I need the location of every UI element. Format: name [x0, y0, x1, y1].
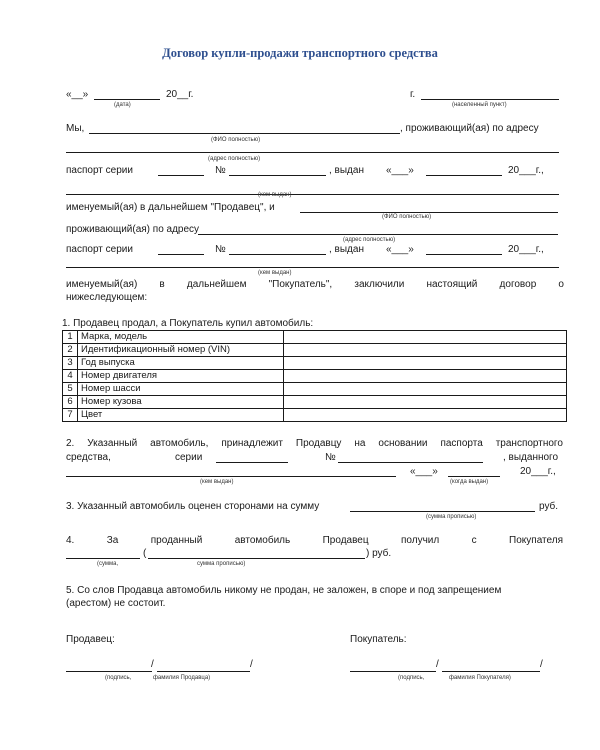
buyer-issued-month-line[interactable] — [426, 254, 502, 255]
named-word: именуемый(ая) — [66, 279, 138, 290]
seller-slash-2: / — [250, 659, 253, 670]
buyer-issued-day: «___» — [386, 244, 414, 255]
seller-signature-label: Продавец: — [66, 634, 115, 645]
s2-word: принадлежит — [221, 438, 283, 449]
named-word: настоящий — [426, 279, 478, 290]
section4-paren-open: ( — [143, 548, 147, 559]
named-word: договор — [499, 279, 537, 290]
s2-word: автомобиль, — [150, 438, 209, 449]
buyer-address-caption: (адрес полностью) — [343, 237, 396, 243]
table-row — [63, 396, 567, 409]
section3-sum-line[interactable] — [350, 511, 535, 512]
seller-issued-year: 20___г., — [508, 165, 544, 176]
buyer-sign-line[interactable] — [350, 671, 436, 672]
table-row — [63, 357, 567, 370]
seller-issued: , выдан — [329, 165, 364, 176]
section2-line1 — [66, 438, 563, 449]
section5-line2: (арестом) не состоит. — [66, 598, 166, 609]
section2-year: 20___г., — [520, 466, 556, 477]
seller-caption-name: фамилия Продавца) — [153, 675, 211, 681]
seller-issued-by-line[interactable] — [66, 194, 559, 195]
section2-series-line[interactable] — [216, 462, 288, 463]
s4-word: 4. — [66, 535, 75, 546]
buyer-address-line[interactable] — [198, 234, 558, 235]
section2-vehicle: средства, — [66, 452, 111, 463]
section3-currency: руб. — [539, 501, 559, 512]
table-row — [63, 370, 567, 383]
buyer-issued-by-caption: (кем выдан) — [258, 270, 292, 276]
seller-fio-line[interactable] — [89, 133, 400, 134]
row-value-cell[interactable] — [284, 344, 567, 357]
row-value-cell[interactable] — [284, 409, 567, 422]
section4-paren-close: ) руб. — [366, 548, 392, 559]
we-label: Мы, — [66, 123, 85, 134]
buyer-fio-line[interactable] — [300, 212, 558, 213]
row-label: Номер кузова — [78, 396, 284, 409]
named-word: "Покупатель", — [268, 279, 333, 290]
buyer-passport-label: паспорт серии — [66, 244, 133, 255]
table-row — [63, 409, 567, 422]
section3-text: 3. Указанный автомобиль оценен сторонами на сумму — [66, 501, 320, 512]
date-month-line[interactable] — [94, 99, 160, 100]
section2-issued-by-line[interactable] — [66, 476, 396, 477]
s2-word: паспорта — [440, 438, 483, 449]
buyer-fio-caption: (ФИО полностью) — [382, 214, 432, 220]
s4-word: За — [106, 535, 119, 546]
seller-address-caption: (адрес полностью) — [208, 156, 261, 162]
section2-month-line[interactable] — [448, 476, 500, 477]
s2-word: Указанный — [87, 438, 138, 449]
row-label: Номер двигателя — [78, 370, 284, 383]
buyer-residing: проживающий(ая) по адресу — [66, 224, 200, 235]
s2-word: 2. — [66, 438, 75, 449]
buyer-signature-label: Покупатель: — [350, 634, 407, 645]
section2-issued: , выданного — [503, 452, 559, 463]
named-word: в — [159, 279, 165, 290]
s4-word: получил — [401, 535, 440, 546]
row-label: Год выпуска — [78, 357, 284, 370]
city-line[interactable] — [421, 99, 559, 100]
table-row — [63, 383, 567, 396]
buyer-caption-sign: (подпись, — [398, 675, 425, 681]
row-number: 7 — [63, 409, 78, 422]
section4-words-caption: сумма прописью) — [197, 561, 246, 567]
s4-word: Покупателя — [509, 535, 563, 546]
seller-address-line[interactable] — [66, 152, 559, 153]
s2-word: Продавцу — [295, 438, 342, 449]
seller-issued-by-caption: (кем выдан) — [258, 192, 292, 198]
date-day: «__» — [66, 89, 89, 100]
seller-passport-series-line[interactable] — [158, 175, 204, 176]
buyer-passport-number-line[interactable] — [229, 254, 326, 255]
row-number: 2 — [63, 344, 78, 357]
document-title: Договор купли-продажи транспортного средства — [162, 46, 438, 60]
row-number: 3 — [63, 357, 78, 370]
buyer-issued: , выдан — [329, 244, 364, 255]
row-value-cell[interactable] — [284, 396, 567, 409]
named-word: о — [558, 279, 564, 290]
table-row — [63, 331, 567, 344]
buyer-number-sign: № — [215, 244, 226, 255]
seller-issued-day: «___» — [386, 165, 414, 176]
seller-issued-month-line[interactable] — [426, 175, 502, 176]
row-number: 5 — [63, 383, 78, 396]
buyer-named-line2: нижеследующем: — [66, 292, 148, 303]
seller-passport-number-line[interactable] — [229, 175, 326, 176]
buyer-passport-series-line[interactable] — [158, 254, 204, 255]
section2-number-line[interactable] — [338, 462, 483, 463]
buyer-issued-by-line[interactable] — [66, 267, 559, 268]
section2-number-sign: № — [325, 452, 336, 463]
buyer-issued-year: 20___г., — [508, 244, 544, 255]
date-year: 20__г. — [166, 89, 194, 100]
s2-word: основании — [378, 438, 428, 449]
buyer-named-line — [66, 279, 564, 290]
section2-series: серии — [175, 452, 203, 463]
row-label: Идентификационный номер (VIN) — [78, 344, 284, 357]
section5-line1: 5. Со слов Продавца автомобиль никому не продан, не заложен, в споре и под запрещением — [66, 585, 502, 596]
row-number: 6 — [63, 396, 78, 409]
section2-day: «___» — [410, 466, 438, 477]
section1-heading: 1. Продавец продал, а Покупатель купил автомобиль: — [62, 318, 314, 329]
section4-line1 — [66, 535, 563, 546]
seller-named: именуемый(ая) в дальнейшем "Продавец", и — [66, 202, 275, 213]
s2-word: транспортного — [495, 438, 563, 449]
seller-residing: , проживающий(ая) по адресу — [400, 123, 539, 134]
row-label: Номер шасси — [78, 383, 284, 396]
city-prefix: г. — [410, 89, 416, 100]
buyer-name-line[interactable] — [442, 671, 540, 672]
seller-passport-label: паспорт серии — [66, 165, 133, 176]
section3-caption: (сумма прописью) — [426, 514, 477, 520]
section4-sum-caption: (сумма, — [97, 561, 119, 567]
buyer-caption-name: фамилия Покупателя) — [449, 675, 511, 681]
seller-number-sign: № — [215, 165, 226, 176]
city-caption: (населенный пункт) — [452, 102, 507, 108]
named-word: заключили — [354, 279, 405, 290]
row-value-cell[interactable] — [284, 370, 567, 383]
seller-caption-sign: (подпись, — [105, 675, 132, 681]
seller-fio-caption: (ФИО полностью) — [211, 137, 261, 143]
row-number: 4 — [63, 370, 78, 383]
row-label: Марка, модель — [78, 331, 284, 344]
table-row — [63, 344, 567, 357]
section2-when-caption: (когда выдан) — [450, 479, 489, 485]
row-label: Цвет — [78, 409, 284, 422]
seller-slash-1: / — [151, 659, 154, 670]
section4-sum-line[interactable] — [66, 558, 140, 559]
row-value-cell[interactable] — [284, 383, 567, 396]
s4-word: автомобиль — [234, 535, 291, 546]
s2-word: на — [354, 438, 366, 449]
row-value-cell[interactable] — [284, 357, 567, 370]
row-value-cell[interactable] — [284, 331, 567, 344]
section2-issued-by-caption: (кем выдан) — [200, 479, 234, 485]
buyer-slash-1: / — [436, 659, 439, 670]
buyer-slash-2: / — [540, 659, 543, 670]
s4-word: с — [471, 535, 477, 546]
row-number: 1 — [63, 331, 78, 344]
s4-word: проданный — [150, 535, 203, 546]
s4-word: Продавец — [322, 535, 369, 546]
section4-words-line[interactable] — [148, 558, 365, 559]
seller-sign-line[interactable] — [66, 671, 152, 672]
date-caption: (дата) — [114, 102, 131, 108]
seller-name-line[interactable] — [157, 671, 250, 672]
vehicle-table — [62, 330, 567, 422]
named-word: дальнейшем — [186, 279, 247, 290]
